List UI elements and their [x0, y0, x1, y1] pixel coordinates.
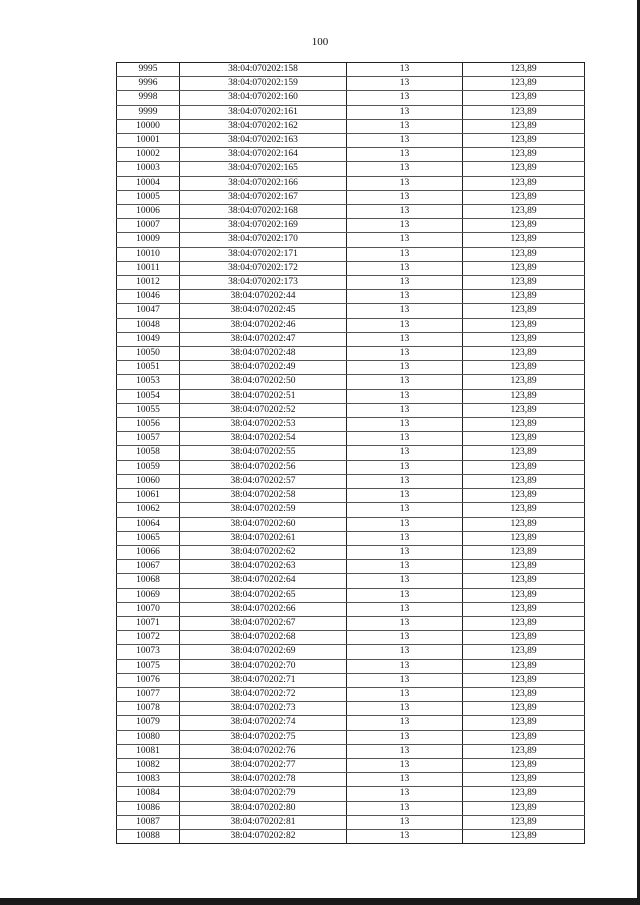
row-number-cell: 10004 [117, 176, 180, 190]
row-number-cell: 10076 [117, 673, 180, 687]
table-row [117, 105, 585, 119]
area-cell: 123,89 [463, 829, 585, 843]
quantity-cell: 13 [347, 787, 463, 801]
cadastral-number-cell: 38:04:070202:47 [180, 332, 347, 346]
area-cell: 123,89 [463, 418, 585, 432]
quantity-cell: 13 [347, 460, 463, 474]
row-number-cell: 10061 [117, 489, 180, 503]
area-cell: 123,89 [463, 432, 585, 446]
row-number-cell: 10082 [117, 758, 180, 772]
table-row [117, 205, 585, 219]
row-number-cell: 10058 [117, 446, 180, 460]
cadastral-number-cell: 38:04:070202:64 [180, 574, 347, 588]
row-number-cell: 10010 [117, 247, 180, 261]
table-row [117, 63, 585, 77]
table-row [117, 91, 585, 105]
area-cell: 123,89 [463, 730, 585, 744]
row-number-cell: 10009 [117, 233, 180, 247]
cadastral-number-cell: 38:04:070202:78 [180, 773, 347, 787]
table-row [117, 190, 585, 204]
cadastral-number-cell: 38:04:070202:81 [180, 815, 347, 829]
quantity-cell: 13 [347, 432, 463, 446]
area-cell: 123,89 [463, 659, 585, 673]
area-cell: 123,89 [463, 545, 585, 559]
area-cell: 123,89 [463, 815, 585, 829]
cadastral-number-cell: 38:04:070202:49 [180, 361, 347, 375]
table-row [117, 489, 585, 503]
row-number-cell: 10086 [117, 801, 180, 815]
area-cell: 123,89 [463, 645, 585, 659]
cadastral-number-cell: 38:04:070202:63 [180, 560, 347, 574]
area-cell: 123,89 [463, 247, 585, 261]
row-number-cell: 10054 [117, 389, 180, 403]
cadastral-number-cell: 38:04:070202:59 [180, 503, 347, 517]
area-cell: 123,89 [463, 588, 585, 602]
area-cell: 123,89 [463, 446, 585, 460]
area-cell: 123,89 [463, 616, 585, 630]
quantity-cell: 13 [347, 574, 463, 588]
quantity-cell: 13 [347, 758, 463, 772]
page-number: 100 [311, 36, 329, 48]
cadastral-number-cell: 38:04:070202:73 [180, 702, 347, 716]
row-number-cell: 10073 [117, 645, 180, 659]
table-row [117, 119, 585, 133]
table-row [117, 474, 585, 488]
table-row [117, 631, 585, 645]
row-number-cell: 10083 [117, 773, 180, 787]
table-row [117, 134, 585, 148]
area-cell: 123,89 [463, 574, 585, 588]
quantity-cell: 13 [347, 716, 463, 730]
cadastral-number-cell: 38:04:070202:60 [180, 517, 347, 531]
quantity-cell: 13 [347, 119, 463, 133]
row-number-cell: 10070 [117, 602, 180, 616]
area-cell: 123,89 [463, 744, 585, 758]
table-row [117, 446, 585, 460]
table-row [117, 588, 585, 602]
area-cell: 123,89 [463, 560, 585, 574]
row-number-cell: 10003 [117, 162, 180, 176]
area-cell: 123,89 [463, 773, 585, 787]
table-row [117, 503, 585, 517]
row-number-cell: 10056 [117, 418, 180, 432]
row-number-cell: 9998 [117, 91, 180, 105]
area-cell: 123,89 [463, 375, 585, 389]
row-number-cell: 10079 [117, 716, 180, 730]
table-row [117, 531, 585, 545]
row-number-cell: 10005 [117, 190, 180, 204]
cadastral-number-cell: 38:04:070202:68 [180, 631, 347, 645]
table-row [117, 304, 585, 318]
quantity-cell: 13 [347, 801, 463, 815]
quantity-cell: 13 [347, 63, 463, 77]
quantity-cell: 13 [347, 687, 463, 701]
quantity-cell: 13 [347, 332, 463, 346]
table-row [117, 460, 585, 474]
cadastral-number-cell: 38:04:070202:44 [180, 290, 347, 304]
area-cell: 123,89 [463, 347, 585, 361]
cadastral-number-cell: 38:04:070202:80 [180, 801, 347, 815]
quantity-cell: 13 [347, 489, 463, 503]
quantity-cell: 13 [347, 560, 463, 574]
table-row [117, 687, 585, 701]
table-row [117, 560, 585, 574]
row-number-cell: 10001 [117, 134, 180, 148]
row-number-cell: 10047 [117, 304, 180, 318]
area-cell: 123,89 [463, 290, 585, 304]
cadastral-number-cell: 38:04:070202:170 [180, 233, 347, 247]
quantity-cell: 13 [347, 673, 463, 687]
cadastral-number-cell: 38:04:070202:56 [180, 460, 347, 474]
cadastral-number-cell: 38:04:070202:72 [180, 687, 347, 701]
row-number-cell: 10007 [117, 219, 180, 233]
area-cell: 123,89 [463, 205, 585, 219]
quantity-cell: 13 [347, 190, 463, 204]
table-row [117, 332, 585, 346]
quantity-cell: 13 [347, 403, 463, 417]
area-cell: 123,89 [463, 119, 585, 133]
row-number-cell: 10055 [117, 403, 180, 417]
cadastral-number-cell: 38:04:070202:163 [180, 134, 347, 148]
quantity-cell: 13 [347, 645, 463, 659]
cadastral-number-cell: 38:04:070202:165 [180, 162, 347, 176]
quantity-cell: 13 [347, 702, 463, 716]
row-number-cell: 10068 [117, 574, 180, 588]
cadastral-number-cell: 38:04:070202:166 [180, 176, 347, 190]
cadastral-number-cell: 38:04:070202:51 [180, 389, 347, 403]
row-number-cell: 10051 [117, 361, 180, 375]
quantity-cell: 13 [347, 503, 463, 517]
table-row [117, 730, 585, 744]
quantity-cell: 13 [347, 773, 463, 787]
area-cell: 123,89 [463, 474, 585, 488]
quantity-cell: 13 [347, 588, 463, 602]
area-cell: 123,89 [463, 318, 585, 332]
table-row [117, 247, 585, 261]
table-row [117, 517, 585, 531]
area-cell: 123,89 [463, 148, 585, 162]
table-row [117, 645, 585, 659]
row-number-cell: 10048 [117, 318, 180, 332]
table-row [117, 574, 585, 588]
registry-table [116, 62, 585, 844]
area-cell: 123,89 [463, 801, 585, 815]
table-row [117, 673, 585, 687]
row-number-cell: 10062 [117, 503, 180, 517]
cadastral-number-cell: 38:04:070202:77 [180, 758, 347, 772]
table-row [117, 702, 585, 716]
cadastral-number-cell: 38:04:070202:67 [180, 616, 347, 630]
area-cell: 123,89 [463, 63, 585, 77]
cadastral-number-cell: 38:04:070202:69 [180, 645, 347, 659]
table-row [117, 403, 585, 417]
table-row [117, 77, 585, 91]
row-number-cell: 10012 [117, 276, 180, 290]
cadastral-number-cell: 38:04:070202:160 [180, 91, 347, 105]
cadastral-number-cell: 38:04:070202:161 [180, 105, 347, 119]
area-cell: 123,89 [463, 517, 585, 531]
area-cell: 123,89 [463, 758, 585, 772]
table-row [117, 276, 585, 290]
area-cell: 123,89 [463, 176, 585, 190]
quantity-cell: 13 [347, 276, 463, 290]
cadastral-number-cell: 38:04:070202:55 [180, 446, 347, 460]
quantity-cell: 13 [347, 730, 463, 744]
area-cell: 123,89 [463, 702, 585, 716]
table-row [117, 290, 585, 304]
row-number-cell: 9999 [117, 105, 180, 119]
area-cell: 123,89 [463, 190, 585, 204]
table-row [117, 616, 585, 630]
row-number-cell: 10064 [117, 517, 180, 531]
table-row [117, 602, 585, 616]
row-number-cell: 10011 [117, 261, 180, 275]
row-number-cell: 10053 [117, 375, 180, 389]
table-row [117, 545, 585, 559]
quantity-cell: 13 [347, 105, 463, 119]
cadastral-number-cell: 38:04:070202:65 [180, 588, 347, 602]
table-row [117, 233, 585, 247]
table-row [117, 361, 585, 375]
table-row [117, 176, 585, 190]
area-cell: 123,89 [463, 716, 585, 730]
row-number-cell: 10046 [117, 290, 180, 304]
quantity-cell: 13 [347, 261, 463, 275]
quantity-cell: 13 [347, 474, 463, 488]
cadastral-number-cell: 38:04:070202:82 [180, 829, 347, 843]
cadastral-number-cell: 38:04:070202:171 [180, 247, 347, 261]
row-number-cell: 10059 [117, 460, 180, 474]
row-number-cell: 10065 [117, 531, 180, 545]
quantity-cell: 13 [347, 77, 463, 91]
area-cell: 123,89 [463, 531, 585, 545]
quantity-cell: 13 [347, 347, 463, 361]
cadastral-number-cell: 38:04:070202:46 [180, 318, 347, 332]
registry-table-body [117, 63, 585, 844]
area-cell: 123,89 [463, 631, 585, 645]
table-row [117, 716, 585, 730]
row-number-cell: 10071 [117, 616, 180, 630]
quantity-cell: 13 [347, 247, 463, 261]
area-cell: 123,89 [463, 389, 585, 403]
cadastral-number-cell: 38:04:070202:173 [180, 276, 347, 290]
quantity-cell: 13 [347, 134, 463, 148]
quantity-cell: 13 [347, 304, 463, 318]
quantity-cell: 13 [347, 446, 463, 460]
cadastral-number-cell: 38:04:070202:71 [180, 673, 347, 687]
table-row [117, 148, 585, 162]
table-row [117, 659, 585, 673]
quantity-cell: 13 [347, 602, 463, 616]
table-row [117, 375, 585, 389]
table-row [117, 432, 585, 446]
quantity-cell: 13 [347, 176, 463, 190]
scan-edge-bottom [0, 898, 640, 905]
area-cell: 123,89 [463, 361, 585, 375]
row-number-cell: 10081 [117, 744, 180, 758]
cadastral-number-cell: 38:04:070202:70 [180, 659, 347, 673]
cadastral-number-cell: 38:04:070202:74 [180, 716, 347, 730]
cadastral-number-cell: 38:04:070202:62 [180, 545, 347, 559]
area-cell: 123,89 [463, 304, 585, 318]
table-row [117, 219, 585, 233]
cadastral-number-cell: 38:04:070202:76 [180, 744, 347, 758]
table-row [117, 758, 585, 772]
area-cell: 123,89 [463, 219, 585, 233]
quantity-cell: 13 [347, 418, 463, 432]
quantity-cell: 13 [347, 219, 463, 233]
quantity-cell: 13 [347, 361, 463, 375]
area-cell: 123,89 [463, 77, 585, 91]
quantity-cell: 13 [347, 148, 463, 162]
row-number-cell: 10060 [117, 474, 180, 488]
row-number-cell: 10075 [117, 659, 180, 673]
row-number-cell: 9995 [117, 63, 180, 77]
area-cell: 123,89 [463, 489, 585, 503]
quantity-cell: 13 [347, 205, 463, 219]
row-number-cell: 10006 [117, 205, 180, 219]
quantity-cell: 13 [347, 829, 463, 843]
row-number-cell: 10067 [117, 560, 180, 574]
table-row [117, 389, 585, 403]
row-number-cell: 10000 [117, 119, 180, 133]
quantity-cell: 13 [347, 375, 463, 389]
table-row [117, 347, 585, 361]
cadastral-number-cell: 38:04:070202:172 [180, 261, 347, 275]
row-number-cell: 10002 [117, 148, 180, 162]
area-cell: 123,89 [463, 91, 585, 105]
row-number-cell: 10069 [117, 588, 180, 602]
table-row [117, 261, 585, 275]
quantity-cell: 13 [347, 531, 463, 545]
row-number-cell: 10080 [117, 730, 180, 744]
table-row [117, 318, 585, 332]
row-number-cell: 10078 [117, 702, 180, 716]
cadastral-number-cell: 38:04:070202:58 [180, 489, 347, 503]
row-number-cell: 10087 [117, 815, 180, 829]
cadastral-number-cell: 38:04:070202:61 [180, 531, 347, 545]
cadastral-number-cell: 38:04:070202:75 [180, 730, 347, 744]
area-cell: 123,89 [463, 787, 585, 801]
quantity-cell: 13 [347, 631, 463, 645]
row-number-cell: 10077 [117, 687, 180, 701]
area-cell: 123,89 [463, 673, 585, 687]
row-number-cell: 10057 [117, 432, 180, 446]
cadastral-number-cell: 38:04:070202:66 [180, 602, 347, 616]
cadastral-number-cell: 38:04:070202:167 [180, 190, 347, 204]
area-cell: 123,89 [463, 162, 585, 176]
cadastral-number-cell: 38:04:070202:50 [180, 375, 347, 389]
quantity-cell: 13 [347, 318, 463, 332]
area-cell: 123,89 [463, 403, 585, 417]
area-cell: 123,89 [463, 503, 585, 517]
cadastral-number-cell: 38:04:070202:168 [180, 205, 347, 219]
cadastral-number-cell: 38:04:070202:57 [180, 474, 347, 488]
quantity-cell: 13 [347, 233, 463, 247]
row-number-cell: 10072 [117, 631, 180, 645]
area-cell: 123,89 [463, 687, 585, 701]
table-row [117, 744, 585, 758]
table-row [117, 815, 585, 829]
quantity-cell: 13 [347, 290, 463, 304]
cadastral-number-cell: 38:04:070202:164 [180, 148, 347, 162]
cadastral-number-cell: 38:04:070202:53 [180, 418, 347, 432]
row-number-cell: 10049 [117, 332, 180, 346]
quantity-cell: 13 [347, 815, 463, 829]
quantity-cell: 13 [347, 517, 463, 531]
area-cell: 123,89 [463, 332, 585, 346]
cadastral-number-cell: 38:04:070202:79 [180, 787, 347, 801]
cadastral-number-cell: 38:04:070202:45 [180, 304, 347, 318]
area-cell: 123,89 [463, 460, 585, 474]
table-row [117, 829, 585, 843]
quantity-cell: 13 [347, 545, 463, 559]
cadastral-number-cell: 38:04:070202:162 [180, 119, 347, 133]
cadastral-number-cell: 38:04:070202:158 [180, 63, 347, 77]
row-number-cell: 10088 [117, 829, 180, 843]
table-row [117, 162, 585, 176]
row-number-cell: 10084 [117, 787, 180, 801]
table-row [117, 418, 585, 432]
area-cell: 123,89 [463, 233, 585, 247]
area-cell: 123,89 [463, 276, 585, 290]
quantity-cell: 13 [347, 744, 463, 758]
quantity-cell: 13 [347, 162, 463, 176]
cadastral-number-cell: 38:04:070202:159 [180, 77, 347, 91]
area-cell: 123,89 [463, 134, 585, 148]
area-cell: 123,89 [463, 105, 585, 119]
area-cell: 123,89 [463, 602, 585, 616]
row-number-cell: 10050 [117, 347, 180, 361]
table-row [117, 773, 585, 787]
area-cell: 123,89 [463, 261, 585, 275]
cadastral-number-cell: 38:04:070202:54 [180, 432, 347, 446]
quantity-cell: 13 [347, 616, 463, 630]
cadastral-number-cell: 38:04:070202:52 [180, 403, 347, 417]
table-row [117, 801, 585, 815]
quantity-cell: 13 [347, 389, 463, 403]
table-row [117, 787, 585, 801]
quantity-cell: 13 [347, 659, 463, 673]
cadastral-number-cell: 38:04:070202:48 [180, 347, 347, 361]
quantity-cell: 13 [347, 91, 463, 105]
row-number-cell: 10066 [117, 545, 180, 559]
cadastral-number-cell: 38:04:070202:169 [180, 219, 347, 233]
row-number-cell: 9996 [117, 77, 180, 91]
